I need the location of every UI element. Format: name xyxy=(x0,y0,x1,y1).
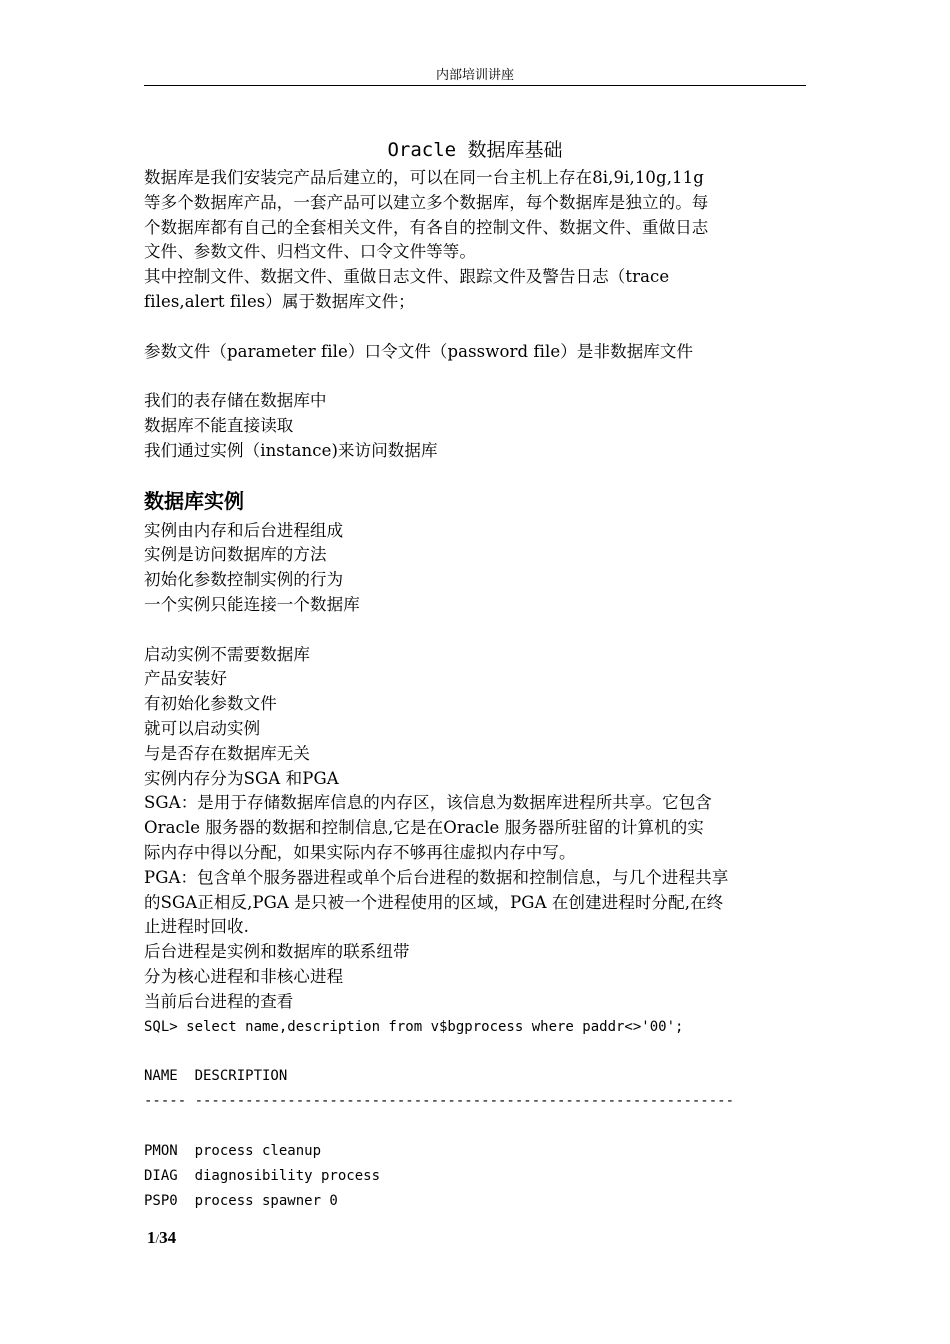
page-number xyxy=(147,1228,176,1248)
sql-result-row: PSP0 process spawner 0 xyxy=(144,1193,338,1210)
storage-line: 我们通过实例（instance)来访问数据库 xyxy=(144,440,438,460)
intro-line: 文件、参数文件、归档文件、口令文件等等。 xyxy=(144,242,476,262)
page-header: 内部培训讲座 xyxy=(435,68,514,83)
storage-line: 我们的表存储在数据库中 xyxy=(144,391,327,411)
startup-line: 当前后台进程的查看 xyxy=(144,991,294,1011)
section-heading: 数据库实例 xyxy=(144,488,244,513)
startup-line: 止进程时回收. xyxy=(144,917,249,937)
param-line: 参数文件（parameter file）口令文件（password file）是非数据库文件 xyxy=(144,341,694,361)
startup-line: SGA：是用于存储数据库信息的内存区，该信息为数据库进程所共享。它包含 xyxy=(144,793,712,813)
startup-line: 有初始化参数文件 xyxy=(144,694,277,714)
startup-line: 产品安装好 xyxy=(144,669,227,689)
page-current: 1 xyxy=(147,1228,156,1247)
document-title: Oracle 数据库基础 xyxy=(387,139,563,161)
intro-line: 其中控制文件、数据文件、重做日志文件、跟踪文件及警告日志（trace xyxy=(144,267,670,287)
sql-result-header: NAME DESCRIPTION xyxy=(144,1068,288,1085)
intro-line: 个数据库都有自己的全套相关文件，有各自的控制文件、数据文件、重做日志 xyxy=(144,217,709,237)
page-slash: / xyxy=(155,1231,160,1246)
sql-result-separator: ----- ---------------------------------------------------------------- xyxy=(144,1093,735,1110)
storage-line: 数据库不能直接读取 xyxy=(144,415,294,435)
header-rule xyxy=(144,85,806,86)
startup-line: 就可以启动实例 xyxy=(144,718,261,738)
instance-line: 实例由内存和后台进程组成 xyxy=(144,520,344,540)
intro-line: 等多个数据库产品，一套产品可以建立多个数据库，每个数据库是独立的。每 xyxy=(144,192,709,212)
startup-line: 分为核心进程和非核心进程 xyxy=(144,966,344,986)
sql-result-row: PMON process cleanup xyxy=(144,1143,322,1160)
instance-line: 实例是访问数据库的方法 xyxy=(144,545,327,565)
startup-line: 际内存中得以分配，如果实际内存不够再往虚拟内存中写。 xyxy=(144,842,576,862)
intro-line: files,alert files）属于数据库文件； xyxy=(144,291,415,311)
startup-line: PGA：包含单个服务器进程或单个后台进程的数据和控制信息，与几个进程共享 xyxy=(144,867,729,887)
startup-line: 的SGA正相反,PGA 是只被一个进程使用的区域，PGA 在创建进程时分配,在终 xyxy=(144,892,724,912)
startup-line: 启动实例不需要数据库 xyxy=(144,644,310,664)
startup-line: Oracle 服务器的数据和控制信息,它是在Oracle 服务器所驻留的计算机的实 xyxy=(144,818,704,838)
startup-line: 与是否存在数据库无关 xyxy=(144,743,310,763)
intro-line: 数据库是我们安装完产品后建立的，可以在同一台主机上存在8i,9i,10g,11g xyxy=(144,168,704,187)
page-total: 34 xyxy=(159,1228,177,1247)
instance-line: 初始化参数控制实例的行为 xyxy=(144,570,344,590)
sql-command: SQL> select name,description from v$bgprocess where paddr<>'00'; xyxy=(144,1018,684,1035)
instance-line: 一个实例只能连接一个数据库 xyxy=(144,594,360,614)
startup-line: 实例内存分为SGA 和PGA xyxy=(144,768,339,788)
startup-line: 后台进程是实例和数据库的联系纽带 xyxy=(144,942,410,962)
page-body xyxy=(144,136,806,1214)
sql-result-row: DIAG diagnosibility process xyxy=(144,1168,381,1185)
